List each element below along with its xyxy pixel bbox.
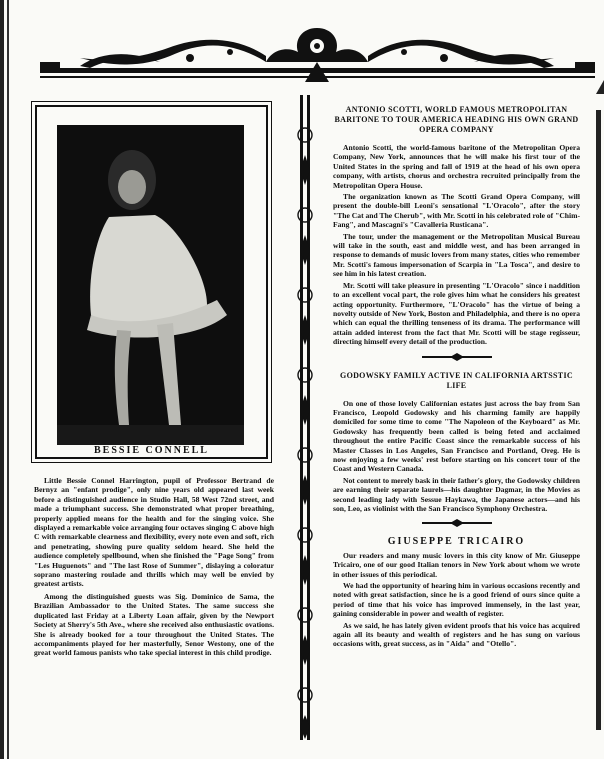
left-paragraph: Little Bessie Connel Harrington, pupil of Professor Bertrand de Bernyz an "enfant prodige", only nine years old appeared last week before a distinguished audience in Studio Hall, 58 West 72nd street, and made a triumphant success. She demonstrated what proper breathing, properly applied means for the health and for the singing voice. She displayed a remarkable voice arranging four octaves singing C above high C with remarkable clearness and flexibility, every note even and soft, rich and penetrating, showing pure quality seldom heard. She held the audience completely spellbound, when she finished the "Page Song" from "Les Huguenots" and "The last Rose of Summer", dislaying a coloratur soprano mastering roulade and thrills which may well be envied by greatest artists. (34, 476, 274, 589)
godowsky-paragraph: On one of those lovely Californian estates just across the bay from San Francisco, Leopold Godowsky and his charming family are happily domiciled for some time to come "The Napoleon of the Keyboard" as Mr. Godowsky has frequently been called is being feted and acclaimed throughout the entire Pacific Coast since the remarkable success of his Master Classes in Los Angeles, San Francisco and Portland, Oreg. He is now enjoying a few weeks' rest before starting on his concert tour of the Coast and Western Canada. (333, 398, 580, 474)
scotti-paragraph: The tour, under the management or the Metropolitan Musical Bureau will take in the south, east and middle west, and has been arranged in response to demands of music lovers from many states, cities who remember Mr. Scotti's famous impersonation of Scarpia in "La Tosca", and desire to see him in his latest creation. (333, 231, 580, 279)
godowsky-paragraph: Not content to merely bask in their father's glory, the Godowsky children are earning their separate laurels—his daughter Dagmar, in the Movies as second leading lady with Sessue Haykawa, the Japanese actors—and his son, Leo, as violinist with the San Francisco Symphony Orchestra. (333, 475, 580, 513)
scotti-paragraph: Mr. Scotti will take pleasure in presenting "L'Oracolo" since i naddition to an excellent vocal part, the role gives him what he considers his greatest acting opportunity. Furthermore, "L'Oracolo" has the virtue of being a novelty outside of New York, Boston and Philadelphia, and there is no opera which can equal the thrilling tenseness of its drama. The performance will attain added interest from the fact that Mr. Scotti will be stage regisseur, directing himself every detail of the production. (333, 280, 580, 347)
tricairo-paragraph: Our readers and many music lovers in this city know of Mr. Giuseppe Tricairo, one of our good Italian tenors in New York about whom we wrote in other issues of this periodical. (333, 550, 580, 579)
right-column (333, 105, 580, 651)
tricairo-paragraph: As we said, he has lately given evident proofs that his voice has acquired again all its beauty and wealth of registers and he has sung on various occasions with, great success, as in "Aida" and "Otello". (333, 620, 580, 649)
section-rule-ornament (422, 353, 492, 361)
page-edge-left (0, 0, 18, 759)
left-paragraph: Among the distinguished guests was Sig. Dominico de Sama, the Brazilian Ambassador to the United States. The same success she duplicated last Friday at a Liberty Loan affair, given by the Newport Society at Sherry's 5th Ave., where she received also enthusiastic ovations. She is already booked for a tour throughout the United States. The accompaniments played for her masterfully, Senor Westony, one of the great world famous panists who take special interest in this child prodige. (34, 591, 274, 658)
column-divider-ornament (290, 95, 320, 740)
left-article (34, 476, 274, 661)
scotti-headline: ANTONIO SCOTTI, WORLD FAMOUS METROPOLITAN BARITONE TO TOUR AMERICA HEADING HIS OWN GRAND OPERA COMPANY (334, 105, 579, 134)
scotti-paragraph: Antonio Scotti, the world-famous baritone of the Metropolitan Opera Company, New York, announces that he will make his first tour of the United States in the spring and fall of 1919 at the head of his own opera company, with artists, chorus and orchestra recruited principally from the Metropolitan Opera House. (333, 143, 580, 190)
page-edge-right (592, 0, 604, 759)
tricairo-paragraph: We had the opportunity of hearing him in various occasions recently and noted with great satisfaction, since he is a good friend of ours since quite a period of time that his voice has improved immensely, in the last year, gaining considerable in power and wealth of register. (333, 581, 580, 619)
portrait-photo (57, 125, 244, 445)
godowsky-headline: GODOWSKY FAMILY ACTIVE IN CALIFORNIA ARTSSTIC LIFE (340, 370, 573, 390)
photo-frame (35, 105, 268, 459)
photo-caption: BESSIE CONNELL (94, 445, 209, 456)
header-ornament (40, 22, 595, 98)
tricairo-heading: GIUSEPPE TRICAIRO (387, 536, 526, 548)
section-rule-ornament (422, 519, 492, 527)
scotti-paragraph: The organization known as The Scotti Grand Opera Company, will present the double-bill Leoni's sensational "L'Oracolo", after the story "The Cat and The Cherub", with Mr. Scotti in his celebrated role of "Chim-Fang", and Mascagni's "Cavalleria Rusticana". (333, 192, 580, 230)
